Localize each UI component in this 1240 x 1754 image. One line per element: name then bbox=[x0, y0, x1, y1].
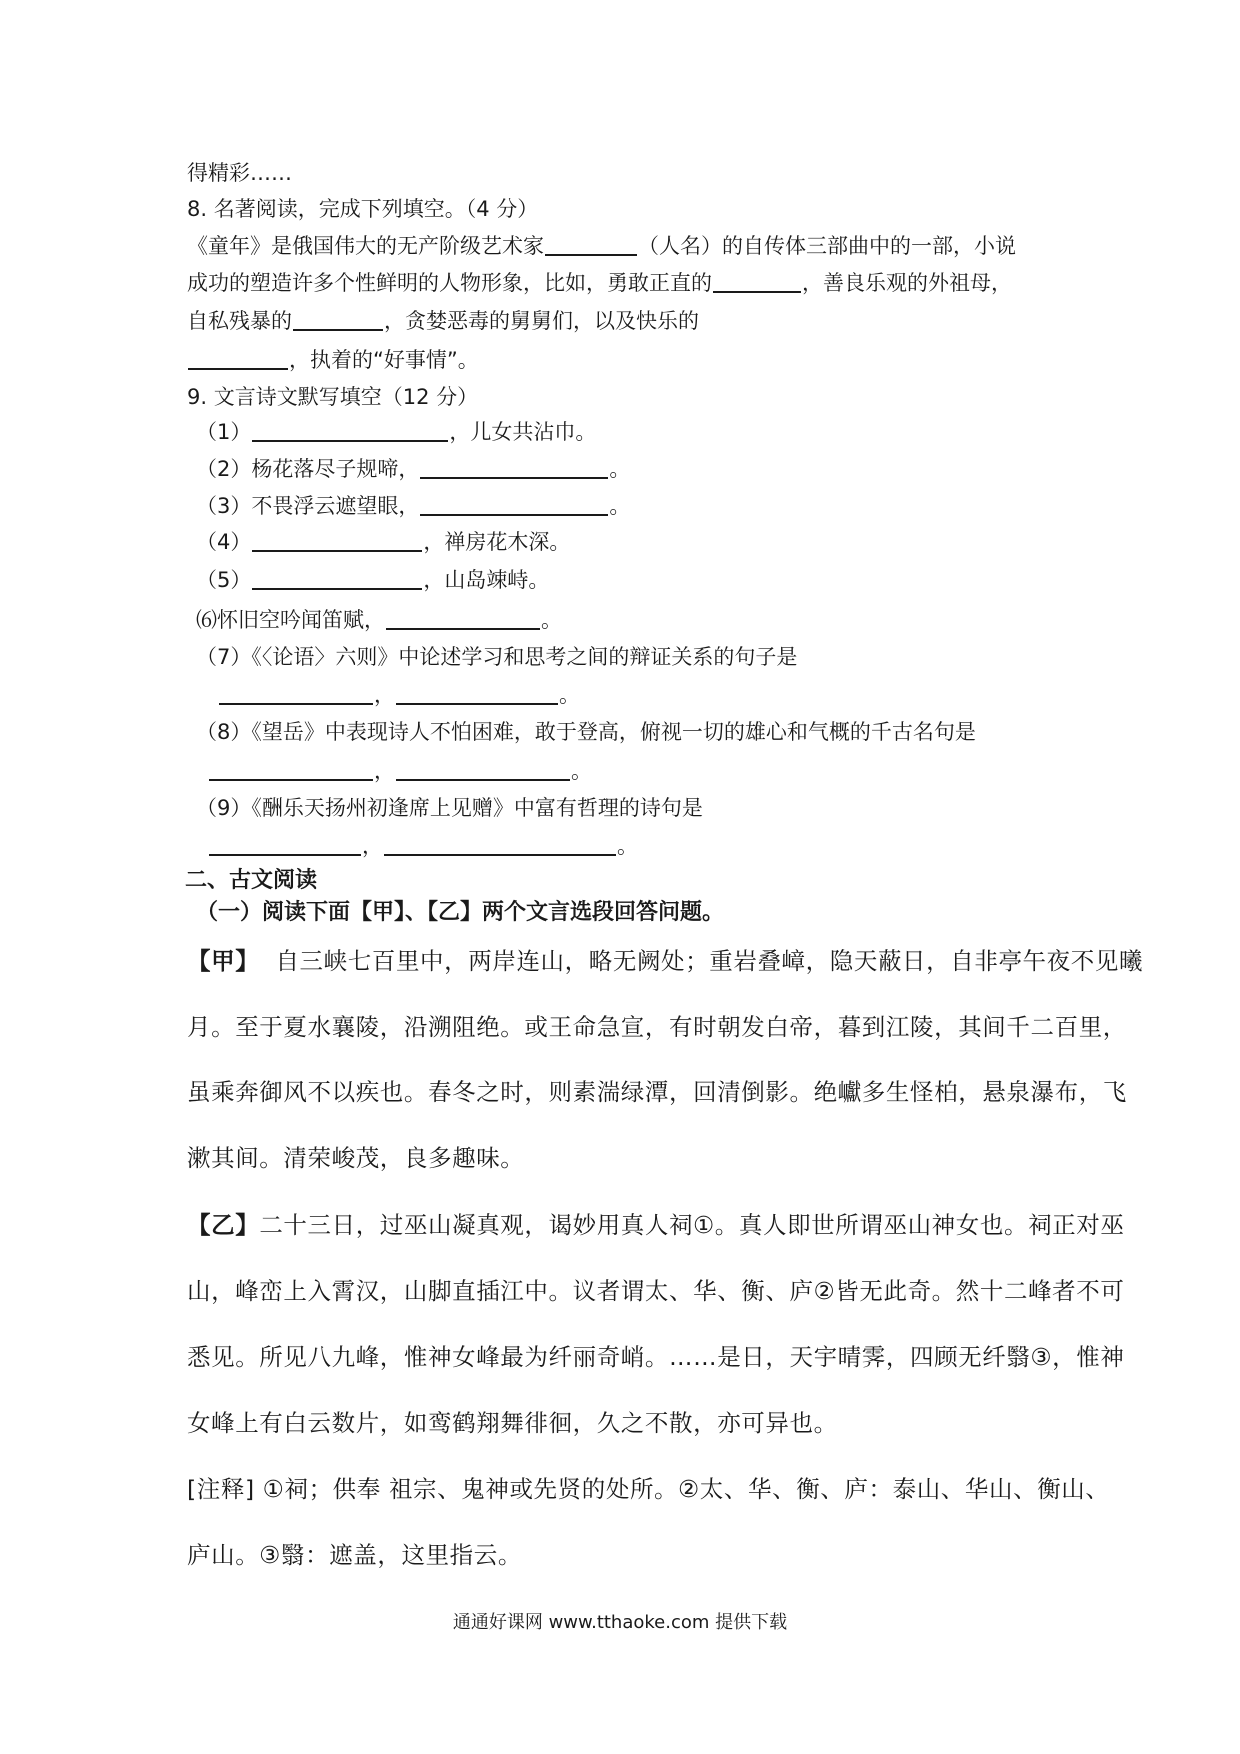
text: 庐山。③翳：遮盖，这里指云。 bbox=[187, 1541, 522, 1569]
text: 。 bbox=[541, 608, 562, 632]
text: 《童年》是俄国伟大的无产阶级艺术家 bbox=[187, 234, 544, 258]
text: ，禅房花木深。 bbox=[423, 530, 571, 554]
text: 山，峰峦上入霄汉，山脚直插江中。议者谓太、华、衡、庐②皆无此奇。然十二峰者不可 bbox=[187, 1277, 1125, 1305]
fill-blank[interactable] bbox=[420, 494, 608, 516]
poem-item-7-answer bbox=[218, 680, 580, 710]
poem-item-7 bbox=[196, 642, 797, 672]
fill-blank[interactable] bbox=[293, 309, 383, 331]
text: ， bbox=[374, 683, 395, 707]
text: 女峰上有白云数片，如鸾鹤翔舞徘徊，久之不散，亦可异也。 bbox=[187, 1409, 838, 1437]
text: 。 bbox=[609, 457, 631, 481]
fill-blank[interactable] bbox=[396, 683, 558, 705]
fill-blank[interactable] bbox=[396, 759, 570, 781]
poem-item-5 bbox=[196, 565, 549, 595]
text: ，贪婪恶毒的舅舅们，以及快乐的 bbox=[384, 309, 699, 333]
fill-blank[interactable] bbox=[252, 420, 448, 442]
fill-blank[interactable] bbox=[219, 683, 373, 705]
poem-item-6 bbox=[196, 605, 562, 635]
notes-line-1 bbox=[187, 1474, 1110, 1504]
poem-item-8-answer bbox=[208, 756, 592, 786]
text: 9. 文言诗文默写填空（12 分） bbox=[187, 385, 479, 409]
section-2-title bbox=[185, 866, 317, 896]
text: 得精彩…… bbox=[187, 161, 292, 185]
passage-label: 【乙】 bbox=[187, 1211, 260, 1239]
question-8-line-3 bbox=[187, 306, 699, 336]
text: 月。至于夏水襄陵，沿溯阻绝。或王命急宣，有时朝发白帝，暮到江陵，其间千二百里， bbox=[187, 1013, 1127, 1041]
text-line bbox=[187, 158, 292, 188]
question-8-line-1 bbox=[187, 231, 1016, 261]
text: （3）不畏浮云遮望眼， bbox=[196, 494, 420, 518]
section-2-subtitle bbox=[196, 898, 724, 928]
text: （4） bbox=[196, 530, 252, 554]
text: ，儿女共沾巾。 bbox=[449, 420, 597, 444]
fill-blank[interactable] bbox=[209, 759, 373, 781]
fill-blank[interactable] bbox=[545, 234, 637, 256]
passage-jia-line-1 bbox=[187, 946, 1143, 976]
passage-yi-line-2 bbox=[187, 1276, 1124, 1306]
poem-item-2 bbox=[196, 454, 630, 484]
passage-label: 【甲】 bbox=[187, 947, 260, 975]
poem-item-1 bbox=[196, 417, 596, 447]
poem-item-8 bbox=[196, 717, 976, 747]
fill-blank[interactable] bbox=[386, 608, 540, 630]
text: 。 bbox=[571, 759, 592, 783]
passage-yi-line-1 bbox=[187, 1210, 1124, 1240]
text: 。 bbox=[559, 683, 580, 707]
passage-yi-line-4 bbox=[187, 1408, 838, 1438]
text: （5） bbox=[196, 568, 252, 592]
passage-yi-line-3 bbox=[187, 1342, 1124, 1372]
fill-blank[interactable] bbox=[252, 530, 422, 552]
text: （8）《望岳》中表现诗人不怕困难，敢于登高，俯视一切的雄心和气概的千古名句是 bbox=[196, 720, 976, 744]
fill-blank[interactable] bbox=[188, 348, 288, 370]
poem-item-9 bbox=[196, 793, 703, 823]
fill-blank[interactable] bbox=[252, 568, 422, 590]
text: 自三峡七百里中，两岸连山，略无阙处；重岩叠嶂，隐天蔽日，自非亭午夜不见曦 bbox=[275, 947, 1144, 975]
fill-blank[interactable] bbox=[209, 834, 361, 856]
fill-blank[interactable] bbox=[713, 271, 801, 293]
poem-item-3 bbox=[196, 491, 630, 521]
text: （一）阅读下面【甲】、【乙】两个文言选段回答问题。 bbox=[196, 900, 725, 925]
text: （9）《酬乐天扬州初逢席上见赠》中富有哲理的诗句是 bbox=[196, 796, 703, 820]
text: [注释] ①祠；供奉 祖宗、鬼神或先贤的处所。②太、华、衡、庐：泰山、华山、衡山、 bbox=[187, 1475, 1110, 1503]
text: 。 bbox=[609, 494, 631, 518]
text: ， bbox=[374, 759, 395, 783]
text: （7）《〈论语〉六则》中论述学习和思考之间的辩证关系的句子是 bbox=[196, 645, 798, 669]
text: ，山岛竦峙。 bbox=[423, 568, 550, 592]
text: 成功的塑造许多个性鲜明的人物形象，比如，勇敢正直的 bbox=[187, 271, 712, 295]
passage-jia-line-3 bbox=[187, 1077, 1127, 1107]
text: 虽乘奔御风不以疾也。春冬之时，则素湍绿潭，回清倒影。绝巘多生怪柏，悬泉瀑布，飞 bbox=[187, 1078, 1127, 1106]
question-8-line-4 bbox=[187, 345, 479, 375]
text: 悉见。所见八九峰，惟神女峰最为纤丽奇峭。……是日，天宇晴霁，四顾无纤翳③，惟神 bbox=[187, 1343, 1125, 1371]
text: ， bbox=[362, 834, 383, 858]
text: （人名）的自传体三部曲中的一部，小说 bbox=[638, 234, 1016, 258]
text: （1） bbox=[196, 420, 252, 444]
text: ⑹怀旧空吟闻笛赋， bbox=[196, 608, 385, 632]
text: （2）杨花落尽子规啼， bbox=[196, 457, 420, 481]
page-footer: 通通好课网 www.tthaoke.com 提供下载 bbox=[452, 1612, 788, 1633]
text: 二十三日，过巫山凝真观，谒妙用真人祠①。真人即世所谓巫山神女也。祠正对巫 bbox=[259, 1211, 1125, 1239]
text: 8. 名著阅读，完成下列填空。（4 分） bbox=[187, 197, 539, 221]
question-8-line-2 bbox=[187, 268, 1012, 298]
notes-line-2 bbox=[187, 1540, 522, 1570]
text: ，执着的“好事情”。 bbox=[289, 348, 479, 372]
poem-item-4 bbox=[196, 527, 570, 557]
poem-item-9-answer bbox=[208, 831, 638, 861]
text: ，善良乐观的外祖母， bbox=[802, 271, 1012, 295]
fill-blank[interactable] bbox=[384, 834, 616, 856]
question-8-title bbox=[187, 194, 538, 224]
text: 二、古文阅读 bbox=[185, 868, 318, 893]
fill-blank[interactable] bbox=[420, 457, 608, 479]
passage-jia-line-2 bbox=[187, 1012, 1127, 1042]
text: 。 bbox=[617, 834, 638, 858]
text: 漱其间。清荣峻茂，良多趣味。 bbox=[187, 1144, 525, 1172]
passage-jia-line-4 bbox=[187, 1143, 524, 1173]
question-9-title bbox=[187, 382, 478, 412]
text: 自私残暴的 bbox=[187, 309, 292, 333]
